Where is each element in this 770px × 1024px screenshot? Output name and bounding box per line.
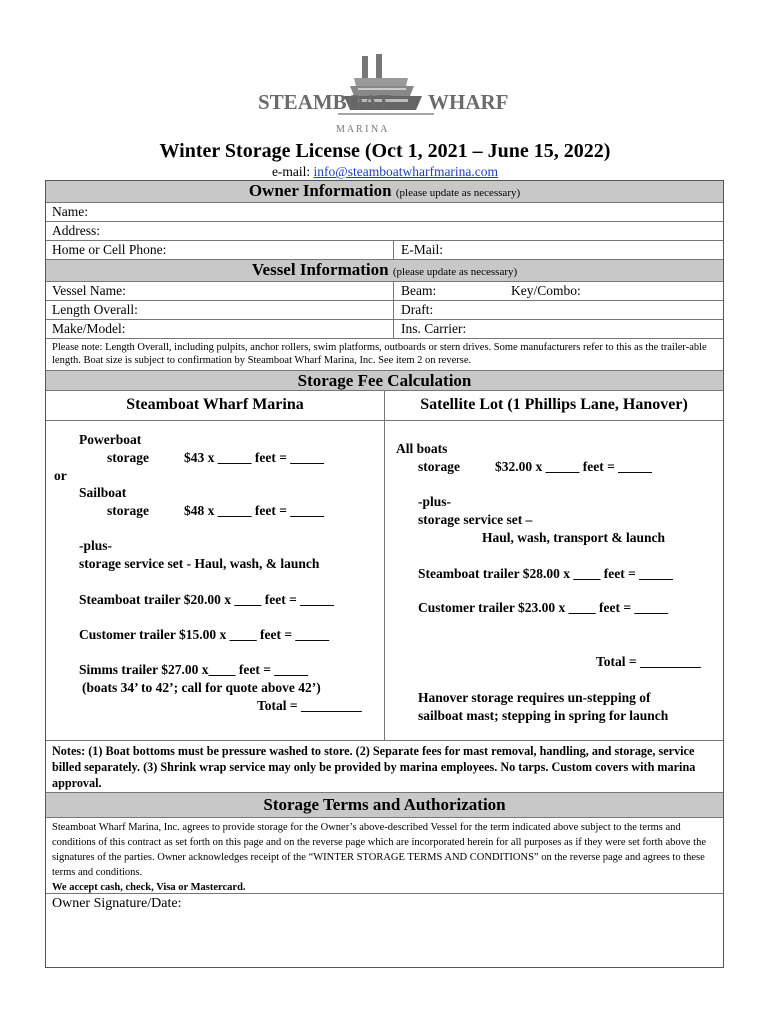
vessel-name-field[interactable]: Vessel Name:	[52, 283, 126, 298]
sailboat-calc[interactable]: $48 x _____ feet = _____	[184, 503, 325, 518]
plus-label-right: -plus-	[418, 494, 452, 509]
owner-email-field[interactable]: E-Mail:	[401, 242, 443, 257]
fee-notes: Notes: (1) Boat bottoms must be pressure washed to store. (2) Separate fees for mast removal, handling, and storage, service billed separately. (3) Shrink wrap service may only be provided by marina employees. No tarps. Custom covers with marina approval.	[46, 741, 723, 793]
vessel-row-2	[46, 301, 723, 320]
page-title: Winter Storage License (Oct 1, 2021 – June 15, 2022)	[159, 140, 611, 162]
fee-calc-header: Storage Fee Calculation	[46, 371, 723, 391]
svg-text:STEAMBOAT: STEAMBOAT	[258, 90, 391, 114]
powerboat-label: Powerboat	[79, 432, 142, 447]
owner-name-field[interactable]	[46, 203, 723, 222]
terms-header: Storage Terms and Authorization	[46, 793, 723, 818]
draft-field[interactable]: Draft:	[401, 302, 434, 317]
simms-trailer[interactable]: Simms trailer $27.00 x____ feet = _____	[79, 662, 309, 677]
vessel-row-3	[46, 320, 723, 339]
satellite-storage-label: storage	[418, 459, 460, 474]
address-label: Address:	[52, 223, 100, 238]
fee-calc-body	[46, 421, 723, 741]
powerboat-calc[interactable]: $43 x _____ feet = _____	[184, 450, 325, 465]
payment-methods: We accept cash, check, Visa or Mastercard.	[52, 882, 246, 893]
hanover-note-2: sailboat mast; stepping in spring for launch	[418, 708, 669, 723]
length-overall-field[interactable]: Length Overall:	[52, 302, 138, 317]
plus-label-left: -plus-	[79, 538, 113, 553]
steamboat-trailer-left[interactable]: Steamboat trailer $20.00 x ____ feet = _____	[79, 592, 334, 607]
total-right[interactable]: Total = _________	[596, 654, 701, 669]
or-label: or	[54, 468, 67, 483]
steamboat-trailer-right[interactable]: Steamboat trailer $28.00 x ____ feet = _____	[418, 566, 673, 581]
length-note: Please note: Length Overall, including pulpits, anchor rollers, swim platforms, outboards or stern drives. Some manufacturers refer to this as the trailer-able length. Boat size is subject to confirmation by Steamboat Wharf Marina, Inc. See item 2 on reverse.	[46, 339, 723, 371]
key-combo-field[interactable]: Key/Combo:	[511, 283, 581, 298]
signature-field[interactable]	[46, 894, 723, 967]
simms-note: (boats 34’ to 42’; call for quote above 42’)	[82, 680, 321, 695]
customer-trailer-right[interactable]: Customer trailer $23.00 x ____ feet = _____	[418, 600, 669, 615]
svg-text:M A R I N A: M A R I N A	[336, 124, 388, 135]
insurance-carrier-field[interactable]: Ins. Carrier:	[401, 321, 467, 336]
service-set-left: storage service set - Haul, wash, & launch	[79, 556, 320, 571]
col-satellite-lot: Satellite Lot (1 Phillips Lane, Hanover)	[420, 396, 688, 413]
name-label: Name:	[52, 204, 88, 219]
total-left[interactable]: Total = _________	[257, 698, 362, 713]
fee-columns-header	[46, 391, 723, 421]
powerboat-storage-label: storage	[107, 450, 149, 465]
contact-email: e-mail: info@steamboatwharfmarina.com	[271, 164, 499, 179]
steamboat-wharf-logo	[258, 52, 512, 136]
satellite-storage-calc[interactable]: $32.00 x _____ feet = _____	[495, 459, 652, 474]
sailboat-label: Sailboat	[79, 485, 127, 500]
signature-label: Owner Signature/Date:	[52, 896, 182, 911]
terms-text: Steamboat Wharf Marina, Inc. agrees to provide storage for the Owner’s above-described Vessel for the term indicated above subject to the terms and conditions of this contract as set forth on this page and on the reverse page which are incorporated herein for all purposes as if they were set forth above the signatures of the parties. Owner acknowledges receipt of the “WINTER STORAGE TERMS AND CONDITIONS” on the reverse page and agrees to these terms and conditions.	[52, 822, 706, 878]
phone-field[interactable]: Home or Cell Phone:	[52, 242, 167, 257]
svg-text:WHARF: WHARF	[428, 90, 509, 114]
make-model-field[interactable]: Make/Model:	[52, 321, 126, 336]
beam-field[interactable]: Beam:	[401, 283, 437, 298]
owner-contact-row	[46, 241, 723, 260]
vessel-row-1	[46, 282, 723, 301]
email-link[interactable]: info@steamboatwharfmarina.com	[313, 164, 499, 179]
storage-license-form	[45, 180, 724, 968]
owner-info-header: Owner Information (please update as necessary)	[46, 181, 723, 203]
service-set-right: storage service set –	[418, 512, 533, 527]
vessel-info-header: Vessel Information (please update as necessary)	[46, 260, 723, 282]
owner-address-field[interactable]	[46, 222, 723, 241]
hanover-note-1: Hanover storage requires un-stepping of	[418, 690, 651, 705]
sailboat-storage-label: storage	[107, 503, 149, 518]
terms-body	[46, 818, 723, 894]
service-set-right-detail: Haul, wash, transport & launch	[482, 530, 666, 545]
col-steamboat-wharf: Steamboat Wharf Marina	[126, 396, 304, 413]
customer-trailer-left[interactable]: Customer trailer $15.00 x ____ feet = _____	[79, 627, 330, 642]
all-boats-label: All boats	[396, 441, 448, 456]
